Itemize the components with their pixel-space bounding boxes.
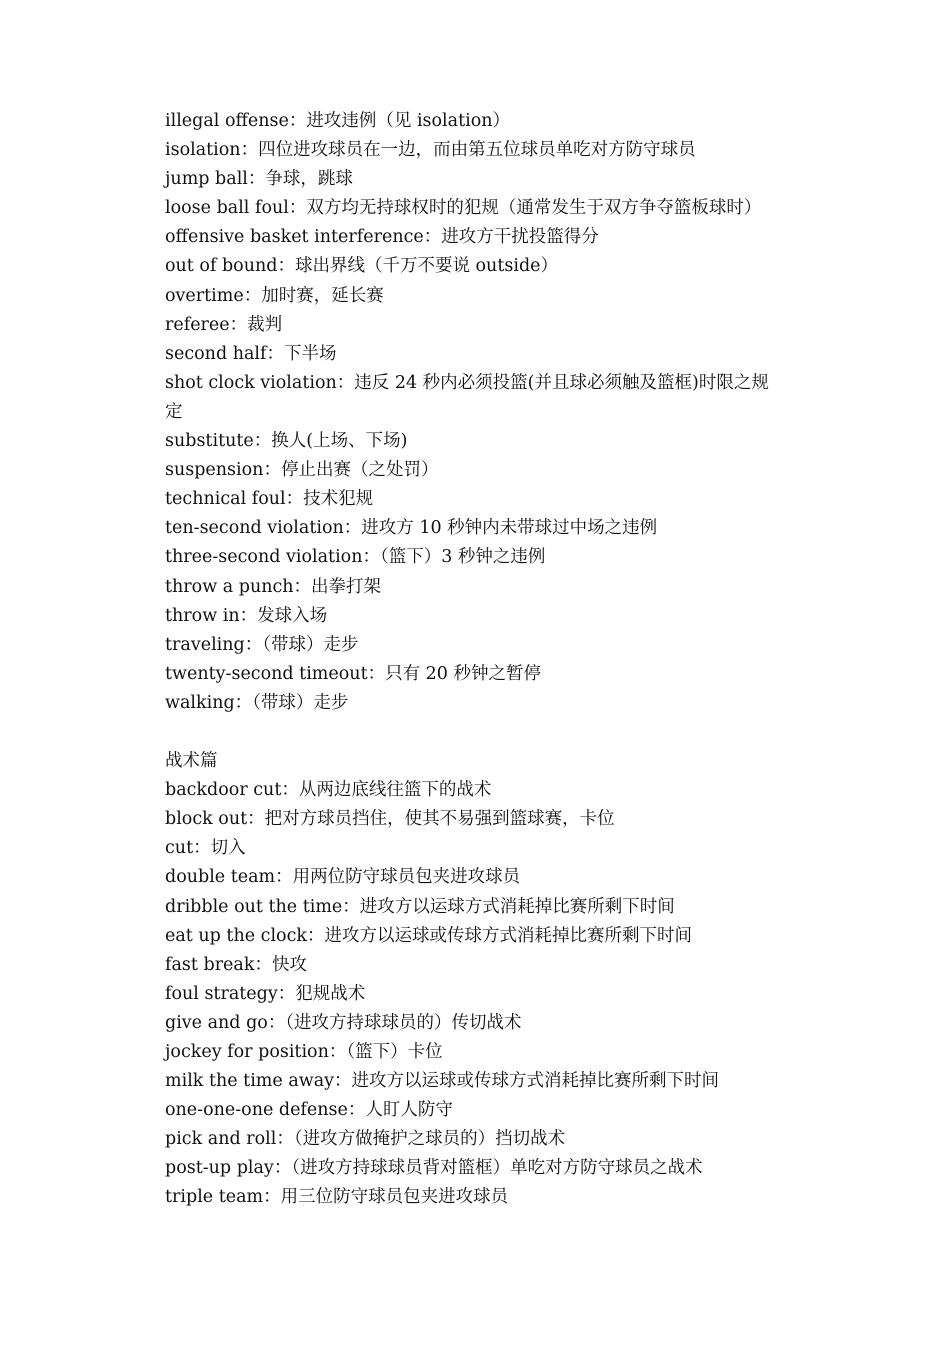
term-line: isolation：四位进攻球员在一边，而由第五位球员单吃对方防守球员 (165, 140, 696, 161)
term-line: second half：下半场 (165, 343, 337, 364)
term-line: jump ball：争球，跳球 (165, 169, 353, 190)
term-line: ten-second violation：进攻方 10 秒钟内未带球过中场之违例 (165, 518, 658, 539)
term-line: shot clock violation：违反 24 秒内必须投篮(并且球必须触及篮框)时限之规 (165, 372, 769, 393)
term-line: traveling：（带球）走步 (165, 634, 359, 655)
term-line-continuation: 定 (165, 401, 183, 422)
term-line: give and go：（进攻方持球球员的）传切战术 (165, 1012, 522, 1033)
term-line: triple team：用三位防守球员包夹进攻球员 (165, 1187, 509, 1208)
term-line: foul strategy：犯规战术 (165, 983, 366, 1004)
term-line: dribble out the time：进攻方以运球方式消耗掉比赛所剩下时间 (165, 896, 675, 917)
term-line: one-one-one defense：人盯人防守 (165, 1100, 453, 1121)
term-line: loose ball foul：双方均无持球权时的犯规（通常发生于双方争夺篮板球时） (165, 198, 762, 219)
term-line: block out：把对方球员挡住，使其不易强到篮球赛，卡位 (165, 809, 615, 830)
term-line: backdoor cut：从两边底线往篮下的战术 (165, 780, 492, 801)
term-line: post-up play：（进攻方持球球员背对篮框）单吃对方防守球员之战术 (165, 1158, 703, 1179)
term-line: illegal offense：进攻违例（见 isolation） (165, 111, 511, 131)
term-line: throw a punch：出拳打架 (165, 576, 382, 597)
term-line: technical foul：技术犯规 (165, 489, 374, 510)
term-line: twenty-second timeout：只有 20 秒钟之暂停 (165, 663, 541, 684)
term-line: pick and roll：（进攻方做掩护之球员的）挡切战术 (165, 1129, 566, 1150)
term-line: double team：用两位防守球员包夹进攻球员 (165, 867, 521, 888)
term-line: eat up the clock：进攻方以运球或传球方式消耗掉比赛所剩下时间 (165, 925, 692, 946)
term-line: overtime：加时赛，延长赛 (165, 285, 384, 306)
section-spacer (165, 718, 795, 747)
term-line: fast break：快攻 (165, 954, 307, 975)
document-body (165, 107, 795, 1213)
term-line: throw in：发球入场 (165, 605, 328, 626)
section-heading: 战术篇 (165, 751, 218, 772)
term-line: substitute：换人(上场、下场) (165, 431, 408, 452)
term-line: jockey for position：（篮下）卡位 (165, 1042, 443, 1062)
term-line: cut：切入 (165, 838, 246, 859)
term-line: three-second violation：（篮下）3 秒钟之违例 (165, 547, 546, 568)
term-line: walking：（带球）走步 (165, 692, 349, 713)
term-line: offensive basket interference：进攻方干扰投篮得分 (165, 227, 599, 248)
term-line: milk the time away：进攻方以运球或传球方式消耗掉比赛所剩下时间 (165, 1071, 720, 1092)
term-line: referee：裁判 (165, 314, 283, 335)
term-line: suspension：停止出赛（之处罚） (165, 460, 439, 481)
term-line: out of bound：球出界线（千万不要说 outside） (165, 256, 558, 277)
